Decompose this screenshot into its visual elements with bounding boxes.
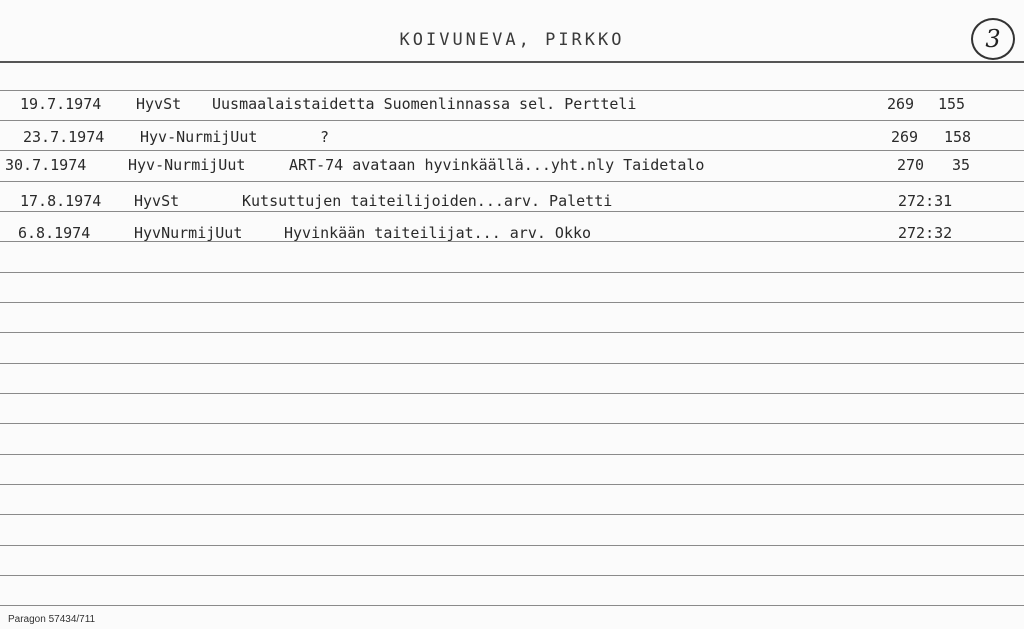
rule-line [0,332,1024,333]
rule-line [0,120,1024,121]
entry-text: Kutsuttujen taiteilijoiden...arv. Paletti [242,192,613,210]
entry-text: Uusmaalaistaidetta Suomenlinnassa sel. Pertteli [212,95,637,113]
rule-line [0,605,1024,606]
entry-reference: 272:31 [898,192,953,210]
entry-source: HyvSt [134,192,180,210]
entry-page: 269 [891,128,919,146]
entry-date: 6.8.1974 [18,224,91,242]
entry-date: 23.7.1974 [23,128,105,146]
entry-number: 35 [952,156,971,174]
rule-line [0,454,1024,455]
rule-line [0,302,1024,303]
entry-text: Hyvinkään taiteilijat... arv. Okko [284,224,592,242]
entry-page: 270 [897,156,925,174]
entry-text: ART-74 avataan hyvinkäällä...yht.nly Taidetalo [289,156,705,174]
rule-line [0,484,1024,485]
rule-line [0,181,1024,182]
entry-row [0,156,1024,180]
rule-line [0,90,1024,91]
card-footer: Paragon 57434/711 [8,614,96,625]
entry-source: Hyv-NurmijUut [140,128,258,146]
entry-text: ? [320,128,330,146]
entry-row [0,192,1024,216]
entry-source: HyvNurmijUut [134,224,243,242]
rule-line [0,272,1024,273]
entry-date: 19.7.1974 [20,95,102,113]
entry-source: Hyv-NurmijUut [128,156,246,174]
entry-number: 158 [944,128,972,146]
card-number: 3 [985,25,1001,53]
entry-number: 155 [938,95,966,113]
entry-row [0,128,1024,152]
rule-line [0,393,1024,394]
card-title: KOIVUNEVA, PIRKKO [399,30,625,50]
rule-line [0,575,1024,576]
rule-line [0,545,1024,546]
entry-row [0,95,1024,119]
entry-reference: 272:32 [898,224,953,242]
entry-row [0,224,1024,248]
entry-date: 17.8.1974 [20,192,102,210]
entry-date: 30.7.1974 [5,156,87,174]
rule-line [0,423,1024,424]
rule-line [0,514,1024,515]
header-rule [0,61,1024,63]
entry-page: 269 [887,95,915,113]
card-number-circle [971,18,1015,60]
entry-source: HyvSt [136,95,182,113]
rule-line [0,363,1024,364]
